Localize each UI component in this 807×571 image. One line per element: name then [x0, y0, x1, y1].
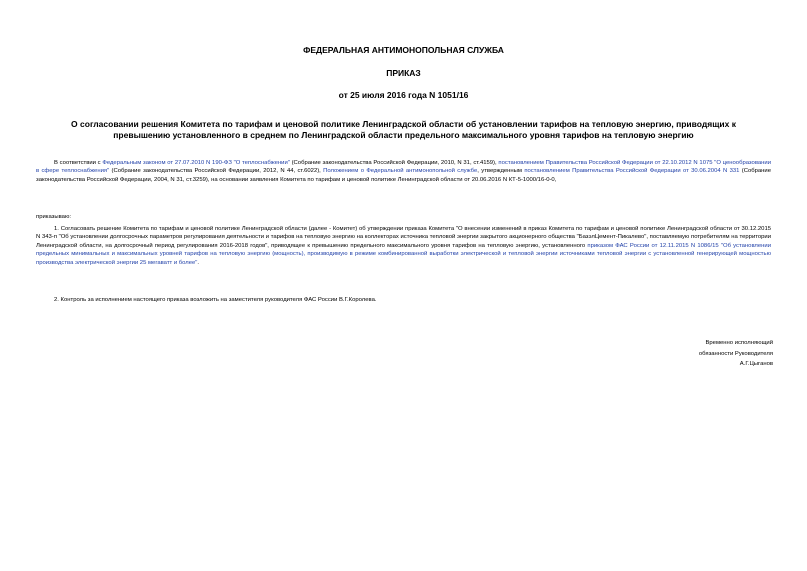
signature-position-1: Временно исполняющий — [705, 340, 773, 346]
preamble-text-1: В соответствии с — [54, 160, 103, 166]
link-government-decree-1075[interactable]: постановлением Правительства Российской Федерации от 22.10.2012 N 1075 "О ценообразовании в сфере теплоснабжения" — [36, 160, 772, 175]
link-federal-law-190[interactable]: Федеральным законом от 27.07.2010 N 190-ФЗ "О теплоснабжении" — [102, 160, 290, 166]
signature-block — [573, 338, 773, 370]
preamble-text-2: (Собрание законодательства Российской Федерации, 2010, N 31, ст.4159), — [289, 160, 499, 166]
clause-1 — [36, 225, 771, 267]
preamble-text-4: , утвержденным — [477, 168, 525, 175]
agency-title: ФЕДЕРАЛЬНАЯ АНТИМОНОПОЛЬНАЯ СЛУЖБА — [303, 45, 504, 55]
link-fas-regulation[interactable]: Положением о Федеральной антимонопольной службе — [323, 168, 478, 175]
preamble-text-5: (Собрание законодательства Российской Федерации, 2004, N 31, ст.3259), на основании заявления Комитета по тарифам и ценовой политике Ленинградской области от 20.06.2016 N КТ-5-1000/16-0-0, — [36, 168, 771, 183]
link-fas-order-1086[interactable]: приказом ФАС России от 12.11.2015 N 1086/15 "Об установлении предельных минимальных и максимальных уровней тарифов на тепловую энергию (мощность), производимую в режиме комбинированной выработки электрической и тепловой энергии источниками тепловой энергии с установленной генерирующей мощностью производства электрической энергии 25 мегаватт и более" — [36, 242, 771, 266]
preamble-text-3: (Собрание законодательства Российской Федерации, 2012, N 44, ст.6022), — [109, 168, 324, 175]
signatory-name: А.Г.Цыганов — [739, 361, 773, 368]
preamble-paragraph — [36, 159, 771, 184]
order-subject: О согласовании решения Комитета по тарифам и ценовой политике Ленинградской области об установлении тарифов на тепловую энергию, приводящих к превышению установленного в среднем по Ленинградской области предельного максимального уровня тарифов на тепловую энергию — [71, 119, 736, 140]
link-government-decree-331[interactable]: постановлением Правительства Российской Федерации от 30.06.2004 N 331 — [524, 168, 740, 175]
clause-1-end: . — [197, 259, 200, 266]
signature-position-2: обязанности Руководителя — [698, 350, 773, 357]
document-type: ПРИКАЗ — [386, 68, 421, 78]
order-date-number: от 25 июля 2016 года N 1051/16 — [338, 90, 469, 100]
order-directive: приказываю: — [36, 214, 72, 220]
clause-2: 2. Контроль за исполнением настоящего приказа возложить на заместителя руководителя ФАС России В.Г.Королева. — [54, 297, 377, 303]
clause-1-text: 1. Согласовать решение Комитета по тарифам и ценовой политике Ленинградской области (далее - Комитет) об утверждении приказа Комитета "О внесении изменений в приказ Комитета по тарифам и ценовой политике Ленинградской области от 30.12.2015 N 343-п "Об установлении долгосрочных параметров регулирования деятельности и тарифов на тепловую энергию на коллекторах источника тепловой энергии закрытого акционерного общества "БазэлЦемент-Пикалево", поставляемую потребителям на территории Ленинградской области, на долгосрочный период регулирования 2016-2018 годов", приводящее к превышению предельного максимального уровня тарифов на тепловую энергию, установленного — [36, 226, 771, 249]
